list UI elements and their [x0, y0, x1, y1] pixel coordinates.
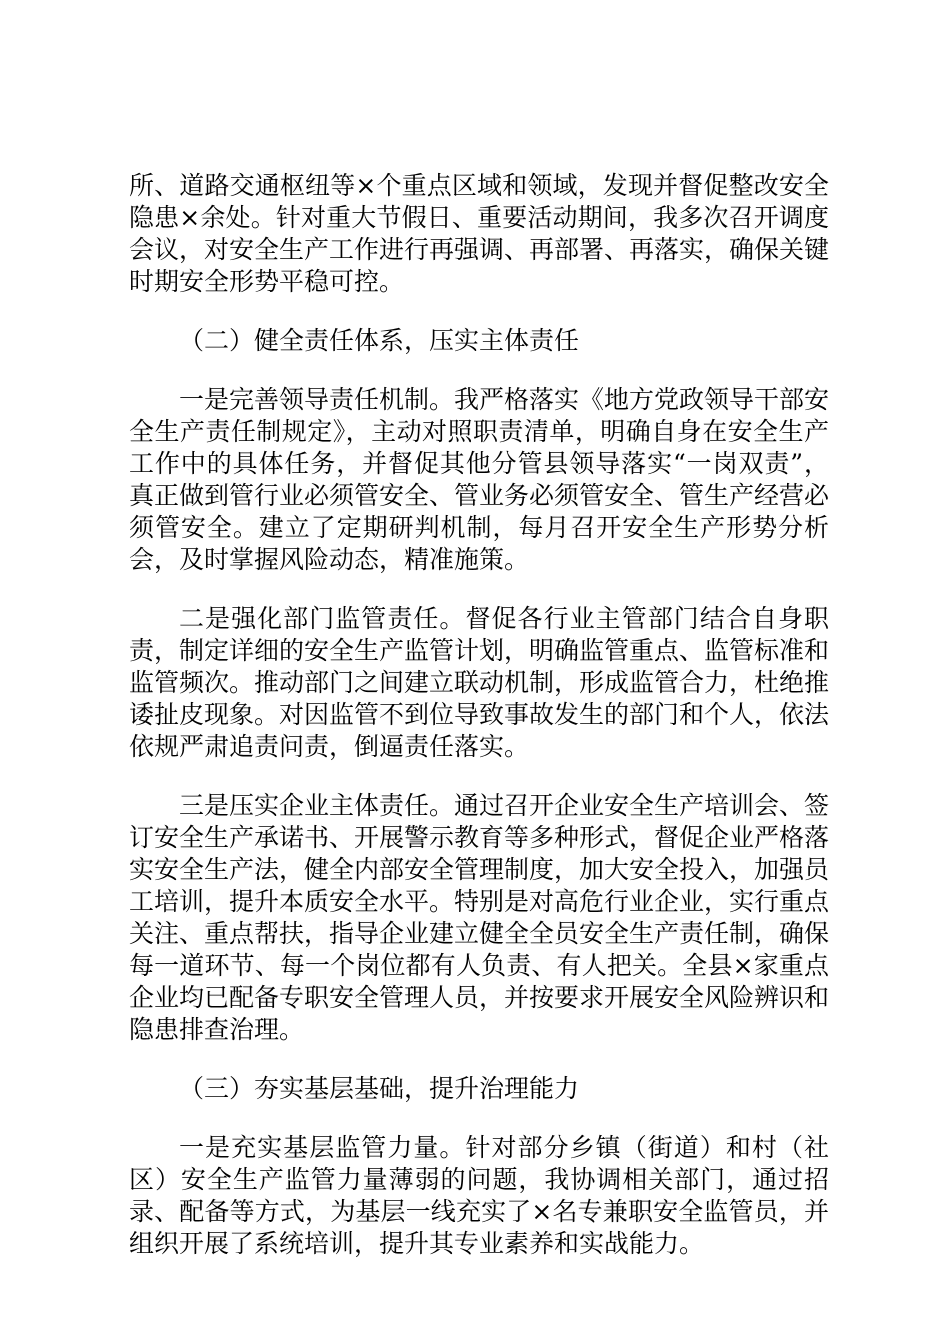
paragraph-continuation: 所、道路交通枢纽等×个重点区域和领域，发现并督促整改安全隐患×余处。针对重大节假日、重要活动期间，我多次召开调度会议，对安全生产工作进行再强调、再部署、再落实，确保关键时期安全形势平稳可控。	[129, 171, 830, 296]
section-heading-2: （二）健全责任体系，压实主体责任	[179, 326, 580, 355]
paragraph-grassroots-strength: 一是充实基层监管力量。针对部分乡镇（街道）和村（社区）安全生产监管力量薄弱的问题，我协调相关部门，通过招录、配备等方式，为基层一线充实了×名专兼职安全监管员，并组织开展了系统培训，提升其专业素养和实战能力。	[129, 1133, 829, 1258]
document-body	[129, 170, 829, 1287]
section-heading-3: （三）夯实基层基础，提升治理能力	[179, 1074, 580, 1103]
paragraph-enterprise-responsibility: 三是压实企业主体责任。通过召开企业安全生产培训会、签订安全生产承诺书、开展警示教育等多种形式，督促企业严格落实安全生产法，健全内部安全管理制度，加大安全投入，加强员工培训，提升本质安全水平。特别是对高危行业企业，实行重点关注、重点帮扶，指导企业建立健全全员安全生产责任制，确保每一道环节、每一个岗位都有人负责、有人把关。全县×家重点企业均已配备专职安全管理人员，并按要求开展安全风险辨识和隐患排查治理。	[129, 791, 830, 1044]
paragraph-department-supervision: 二是强化部门监管责任。督促各行业主管部门结合自身职责，制定详细的安全生产监管计划，明确监管重点、监管标准和监管频次。推动部门之间建立联动机制，形成监管合力，杜绝推诿扯皮现象。对因监管不到位导致事故发生的部门和个人，依法依规严肃追责问责，倒逼责任落实。	[129, 604, 830, 761]
paragraph-leadership-responsibility: 一是完善领导责任机制。我严格落实《地方党政领导干部安全生产责任制规定》，主动对照职责清单，明确自身在安全生产工作中的具体任务，并督促其他分管县领导落实“一岗双责”，真正做到管行业必须管安全、管业务必须管安全、管生产经营必须管安全。建立了定期研判机制，每月召开安全生产形势分析会，及时掌握风险动态，精准施策。	[129, 385, 830, 574]
